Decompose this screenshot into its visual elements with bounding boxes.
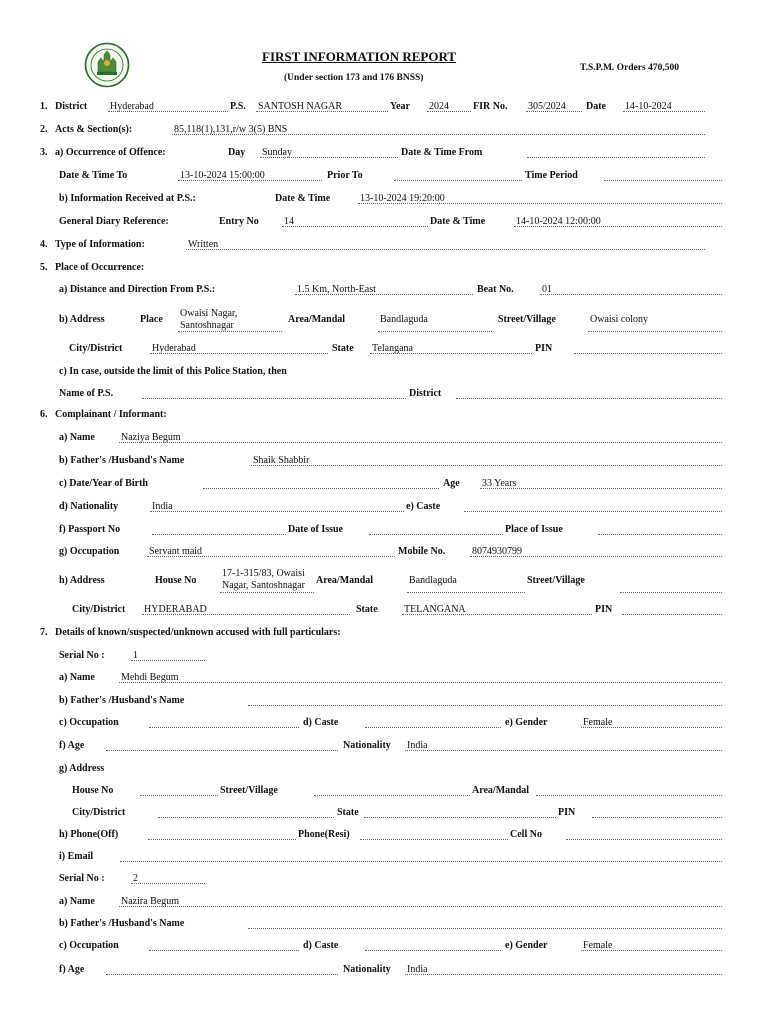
accused-2-name-value: Nazira Begum: [121, 896, 180, 907]
section-6-number: 6.: [40, 409, 48, 420]
place-value: Owaisi Nagar, Santoshnagar: [180, 308, 238, 331]
section-4-number: 4.: [40, 239, 48, 250]
complainant-label: Complainant / Informant:: [55, 409, 167, 420]
fir-number-value: 305/2024: [528, 101, 566, 112]
fir-date-value: 14-10-2024: [625, 101, 672, 112]
complainant-dob-label: c) Date/Year of Birth: [59, 478, 148, 489]
section-7-number: 7.: [40, 627, 48, 638]
accused-1-father-label: b) Father's /Husband's Name: [59, 695, 185, 706]
complainant-house-no-label: House No: [155, 575, 197, 586]
complainant-street-village-label: Street/Village: [527, 575, 585, 586]
complainant-name-label: a) Name: [59, 432, 95, 443]
info-type-label: Type of Information:: [55, 239, 145, 250]
info-received-label: b) Information Received at P.S.:: [59, 193, 196, 204]
entry-no-label: Entry No: [219, 216, 259, 227]
complainant-occupation-label: g) Occupation: [59, 546, 120, 557]
accused-1-area-mandal-label: Area/Mandal: [472, 785, 530, 796]
day-value: Sunday: [262, 147, 292, 158]
accused-1-city-label: City/District: [72, 807, 126, 818]
accused-details-label: Details of known/suspected/unknown accused with full particulars:: [55, 627, 341, 638]
accused-1-occupation-label: c) Occupation: [59, 717, 119, 728]
city-district-label: City/District: [69, 343, 123, 354]
accused-2-occupation-label: c) Occupation: [59, 940, 119, 951]
complainant-address-label: h) Address: [59, 575, 105, 586]
street-village-label: Street/Village: [498, 314, 556, 325]
page-title: FIRST INFORMATION REPORT: [262, 49, 457, 64]
accused-1-serial-label: Serial No :: [59, 650, 105, 661]
area-mandal-value: Bandlaguda: [380, 314, 428, 325]
occurrence-label: a) Occurrence of Offence:: [55, 147, 166, 158]
gd-date-time-value: 14-10-2024 12:00:00: [516, 216, 601, 227]
area-mandal-label: Area/Mandal: [288, 314, 346, 325]
section-3-number: 3.: [40, 147, 48, 158]
orders-reference: T.S.P.M. Orders 470,500: [580, 63, 679, 73]
accused-2-gender-value: Female: [583, 940, 613, 951]
accused-1-serial-value: 1: [133, 650, 138, 661]
ps-label: P.S.: [230, 101, 246, 112]
accused-1-phone-resi-label: Phone(Resi): [298, 829, 350, 840]
accused-1-phone-off-label: h) Phone(Off): [59, 829, 119, 840]
beat-no-label: Beat No.: [477, 284, 514, 295]
complainant-state-label: State: [356, 604, 378, 615]
fir-date-label: Date: [586, 101, 606, 112]
complainant-city-value: HYDERABAD: [144, 604, 207, 615]
place-of-occurrence-label: Place of Occurrence:: [55, 262, 145, 273]
place-label: Place: [140, 314, 163, 325]
fir-number-label: FIR No.: [473, 101, 508, 112]
info-received-date-value: 13-10-2024 19:20:00: [360, 193, 445, 204]
date-time-to-label: Date & Time To: [59, 170, 128, 181]
mobile-no-value: 8074930799: [472, 546, 522, 557]
address-label: b) Address: [59, 314, 105, 325]
section-5-number: 5.: [40, 262, 48, 273]
outside-limit-label: c) In case, outside the limit of this Police Station, then: [59, 366, 287, 377]
pin-label: PIN: [535, 343, 553, 354]
complainant-name-value: Naziya Begum: [121, 432, 181, 443]
passport-no-label: f) Passport No: [59, 524, 121, 535]
accused-1-address-label: g) Address: [59, 763, 105, 774]
street-village-value: Owaisi colony: [590, 314, 649, 325]
accused-2-nationality-value: India: [407, 964, 428, 975]
year-label: Year: [390, 101, 410, 112]
outside-district-label: District: [409, 388, 442, 399]
accused-2-serial-label: Serial No :: [59, 873, 105, 884]
accused-1-name-value: Mehdi Begum: [121, 672, 179, 683]
accused-2-name-label: a) Name: [59, 896, 95, 907]
section-2-number: 2.: [40, 124, 48, 135]
gd-date-time-label: Date & Time: [430, 216, 486, 227]
state-emblem-icon: [84, 42, 130, 88]
accused-2-caste-label: d) Caste: [303, 940, 339, 951]
complainant-pin-label: PIN: [595, 604, 613, 615]
city-district-value: Hyderabad: [152, 343, 196, 354]
accused-2-serial-value: 2: [133, 873, 138, 884]
passport-date-of-issue-label: Date of Issue: [288, 524, 343, 535]
complainant-occupation-value: Servant maid: [149, 546, 203, 557]
accused-2-age-label: f) Age: [59, 964, 85, 975]
accused-1-cell-no-label: Cell No: [510, 829, 542, 840]
distance-value: 1.5 Km, North-East: [297, 284, 376, 295]
info-received-date-label: Date & Time: [275, 193, 331, 204]
name-of-ps-label: Name of P.S.: [59, 388, 114, 399]
accused-1-name-label: a) Name: [59, 672, 95, 683]
date-time-to-value: 13-10-2024 15:00:00: [180, 170, 265, 181]
info-type-value: Written: [188, 239, 219, 250]
beat-no-value: 01: [542, 284, 552, 295]
day-label: Day: [228, 147, 246, 158]
accused-1-email-label: i) Email: [59, 851, 94, 862]
accused-2-gender-label: e) Gender: [505, 940, 548, 951]
state-value: Telangana: [372, 343, 413, 354]
complainant-father-label: b) Father's /Husband's Name: [59, 455, 185, 466]
complainant-age-value: 33 Years: [482, 478, 517, 489]
district-label: District: [55, 101, 88, 112]
accused-1-gender-value: Female: [583, 717, 613, 728]
acts-label: Acts & Section(s):: [55, 124, 133, 135]
accused-1-street-village-label: Street/Village: [220, 785, 278, 796]
complainant-area-mandal-value: Bandlaguda: [409, 575, 457, 586]
date-time-from-label: Date & Time From: [401, 147, 483, 158]
entry-no-value: 14: [284, 216, 294, 227]
accused-1-nationality-label: Nationality: [343, 740, 391, 751]
accused-1-caste-label: d) Caste: [303, 717, 339, 728]
complainant-house-no-value: 17-1-315/83, Owaisi Nagar, Santoshnagar: [222, 568, 305, 591]
accused-1-state-label: State: [337, 807, 359, 818]
accused-2-nationality-label: Nationality: [343, 964, 391, 975]
accused-1-gender-label: e) Gender: [505, 717, 548, 728]
complainant-city-label: City/District: [72, 604, 126, 615]
complainant-father-value: Shaik Shabbir: [253, 455, 310, 466]
general-diary-label: General Diary Reference:: [59, 216, 169, 227]
prior-to-label: Prior To: [327, 170, 363, 181]
complainant-state-value: TELANGANA: [404, 604, 466, 615]
complainant-nationality-value: India: [152, 501, 173, 512]
complainant-age-label: Age: [443, 478, 460, 489]
section-1-number: 1.: [40, 101, 48, 112]
year-value: 2024: [429, 101, 449, 112]
state-label: State: [332, 343, 354, 354]
mobile-no-label: Mobile No.: [398, 546, 446, 557]
ps-value: SANTOSH NAGAR: [258, 101, 342, 112]
complainant-nationality-label: d) Nationality: [59, 501, 119, 512]
accused-1-pin-label: PIN: [558, 807, 576, 818]
passport-place-of-issue-label: Place of Issue: [505, 524, 563, 535]
complainant-area-mandal-label: Area/Mandal: [316, 575, 374, 586]
page-subtitle: (Under section 173 and 176 BNSS): [284, 73, 424, 83]
accused-2-father-label: b) Father's /Husband's Name: [59, 918, 185, 929]
accused-1-house-no-label: House No: [72, 785, 114, 796]
accused-1-age-label: f) Age: [59, 740, 85, 751]
accused-1-nationality-value: India: [407, 740, 428, 751]
acts-value: 85,118(1),131,r/w 3(5) BNS: [174, 124, 288, 135]
time-period-label: Time Period: [525, 170, 578, 181]
district-value: Hyderabad: [110, 101, 154, 112]
distance-label: a) Distance and Direction From P.S.:: [59, 284, 216, 295]
complainant-caste-label: e) Caste: [406, 501, 441, 512]
